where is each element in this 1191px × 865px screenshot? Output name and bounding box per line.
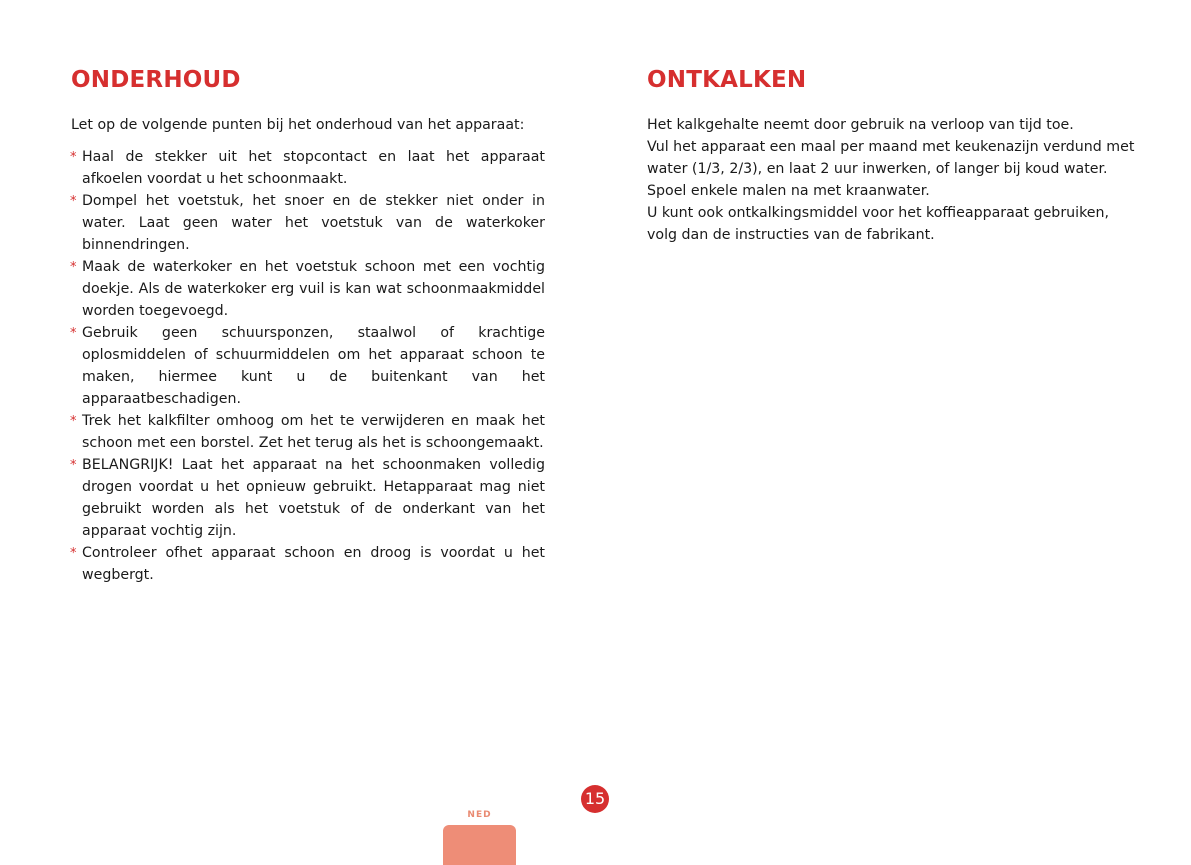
list-item: * Gebruik geen schuursponzen, staalwol of krachtige oplosmiddelen of schuurmiddelen om het apparaat schoon te maken, hiermee kunt u de buitenkant van het apparaatbeschadigen. (70, 325, 545, 407)
asterisk-icon: * (70, 458, 77, 473)
onderhoud-intro: Let op de volgende punten bij het onderhoud van het apparaat: (71, 117, 525, 133)
language-tab (443, 825, 516, 865)
list-item: * Trek het kalkfilter omhoog om het te verwijderen en maak het schoon met een borstel. Zet het terug als het is schoongemaakt. (70, 413, 545, 451)
ontkalken-line: U kunt ook ontkalkingsmiddel voor het koffieapparaat gebruiken, (647, 205, 1110, 221)
asterisk-icon: * (70, 546, 77, 561)
ontkalken-line: Het kalkgehalte neemt door gebruik na verloop van tijd toe. (647, 117, 1074, 133)
asterisk-icon: * (70, 150, 77, 165)
ontkalken-line: volg dan de instructies van de fabrikant. (647, 227, 935, 243)
ontkalken-line: water (1/3, 2/3), en laat 2 uur inwerken, of langer bij koud water. (647, 161, 1108, 177)
onderhoud-section (71, 66, 545, 586)
list-item: * BELANGRIJK! Laat het apparaat na het schoonmaken volledig drogen voordat u het opnieuw gebruikt. Hetapparaat mag niet gebruikt worden als het voetstuk of de onderkant van het apparaat vochtig zijn. (70, 457, 545, 539)
asterisk-icon: * (70, 194, 77, 209)
language-label: NED (467, 810, 492, 820)
list-item: * Haal de stekker uit het stopcontact en laat het apparaat afkoelen voordat u het schoonmaakt. (70, 149, 545, 187)
list-item: * Dompel het voetstuk, het snoer en de stekker niet onder in water. Laat geen water het voetstuk van de waterkoker binnendringen. (70, 193, 545, 253)
onderhoud-list (71, 146, 545, 586)
page-number-badge: 15 (581, 785, 609, 813)
ontkalken-line: Vul het apparaat een maal per maand met keukenazijn verdund met (647, 139, 1135, 155)
list-item: * Controleer ofhet apparaat schoon en droog is voordat u het wegbergt. (70, 545, 545, 583)
ontkalken-line: Spoel enkele malen na met kraanwater. (647, 183, 930, 199)
asterisk-icon: * (70, 260, 77, 275)
ontkalken-section (647, 66, 1135, 246)
ontkalken-title: ONTKALKEN (647, 67, 807, 93)
onderhoud-title: ONDERHOUD (71, 67, 241, 93)
asterisk-icon: * (70, 414, 77, 429)
list-item: * Maak de waterkoker en het voetstuk schoon met een vochtig doekje. Als de waterkoker erg vuil is kan wat schoonmaakmiddel worden toegevoegd. (70, 259, 545, 319)
asterisk-icon: * (70, 326, 77, 341)
